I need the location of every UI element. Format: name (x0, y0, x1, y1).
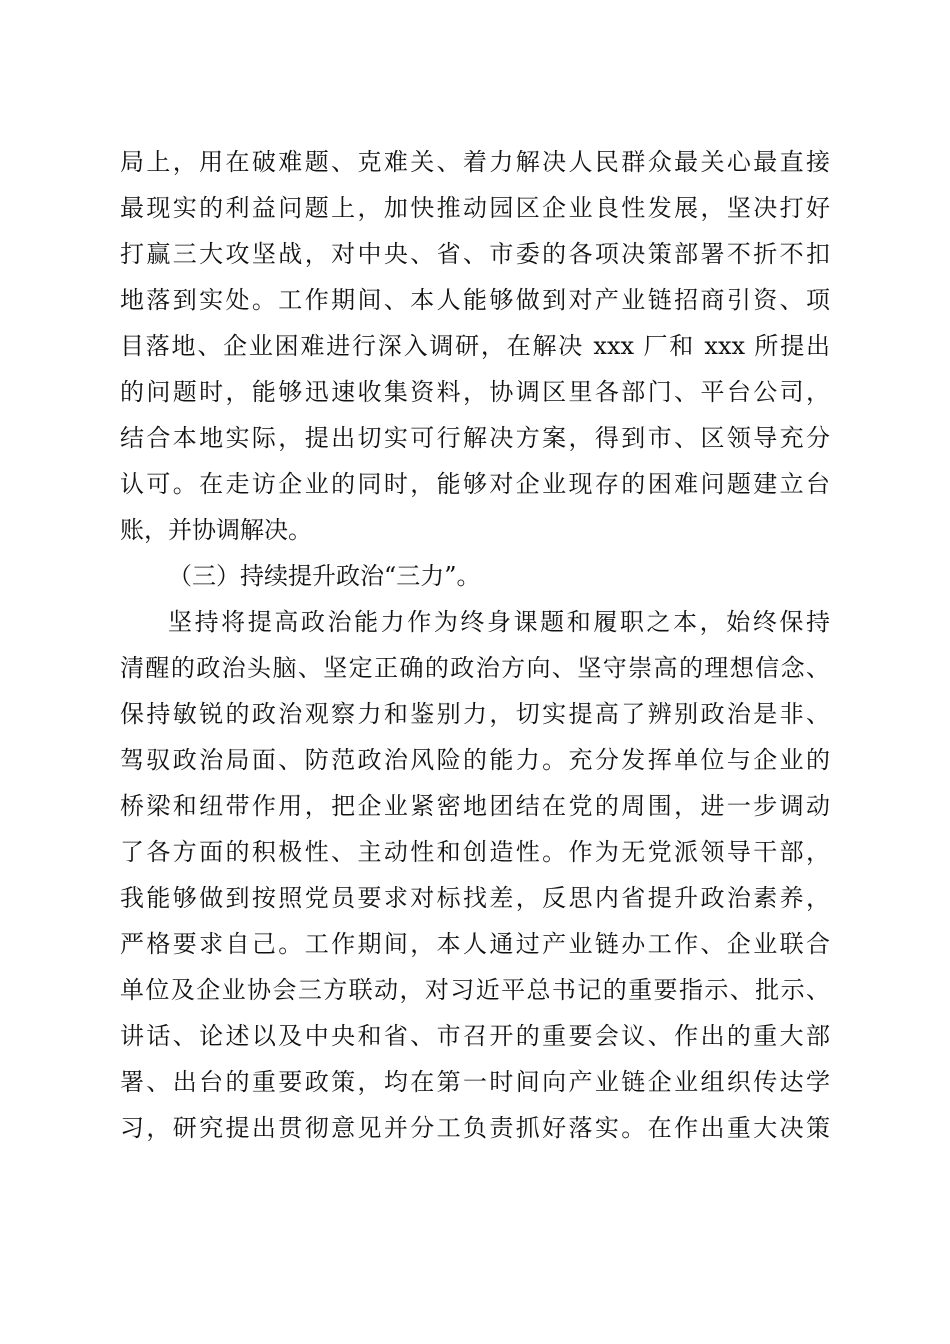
paragraph-line: 署、出台的重要政策，均在第一时间向产业链企业组织传达学 (120, 1068, 830, 1096)
paragraph-line: 结合本地实际，提出切实可行解决方案，得到市、区领导充分 (120, 424, 830, 452)
paragraph-line: 桥梁和纽带作用，把企业紧密地团结在党的周围，进一步调动 (120, 792, 830, 820)
paragraph-line: 局上，用在破难题、克难关、着力解决人民群众最关心最直接 (120, 148, 830, 176)
paragraph-line: 的问题时，能够迅速收集资料，协调区里各部门、平台公司， (120, 378, 830, 406)
paragraph-line: 清醒的政治头脑、坚定正确的政治方向、坚守崇高的理想信念、 (120, 654, 830, 682)
paragraph-line: 驾驭政治局面、防范政治风险的能力。充分发挥单位与企业的 (120, 746, 830, 774)
paragraph-line: 认可。在走访企业的同时，能够对企业现存的困难问题建立台 (120, 470, 830, 498)
paragraph-line: 打赢三大攻坚战，对中央、省、市委的各项决策部署不折不扣 (120, 240, 830, 268)
paragraph-line: 习，研究提出贯彻意见并分工负责抓好落实。在作出重大决策 (120, 1114, 830, 1142)
paragraph-line: 账，并协调解决。 (120, 516, 312, 544)
paragraph-line: 讲话、论述以及中央和省、市召开的重要会议、作出的重大部 (120, 1022, 830, 1050)
paragraph-line: 坚持将提高政治能力作为终身课题和履职之本，始终保持 (168, 608, 830, 636)
paragraph-line: 地落到实处。工作期间、本人能够做到对产业链招商引资、项 (120, 286, 830, 314)
paragraph-line: 了各方面的积极性、主动性和创造性。作为无党派领导干部， (120, 838, 830, 866)
section-heading: （三）持续提升政治“三力”。 (168, 562, 481, 590)
paragraph-line: 我能够做到按照党员要求对标找差，反思内省提升政治素养， (120, 884, 830, 912)
paragraph-line: 最现实的利益问题上，加快推动园区企业良性发展，坚决打好 (120, 194, 830, 222)
paragraph-line: 严格要求自己。工作期间，本人通过产业链办工作、企业联合 (120, 930, 830, 958)
paragraph-line: 保持敏锐的政治观察力和鉴别力，切实提高了辨别政治是非、 (120, 700, 830, 728)
paragraph-line: 单位及企业协会三方联动，对习近平总书记的重要指示、批示、 (120, 976, 830, 1004)
paragraph-line: 目落地、企业困难进行深入调研，在解决 xxx 厂和 xxx 所提出 (120, 332, 830, 360)
